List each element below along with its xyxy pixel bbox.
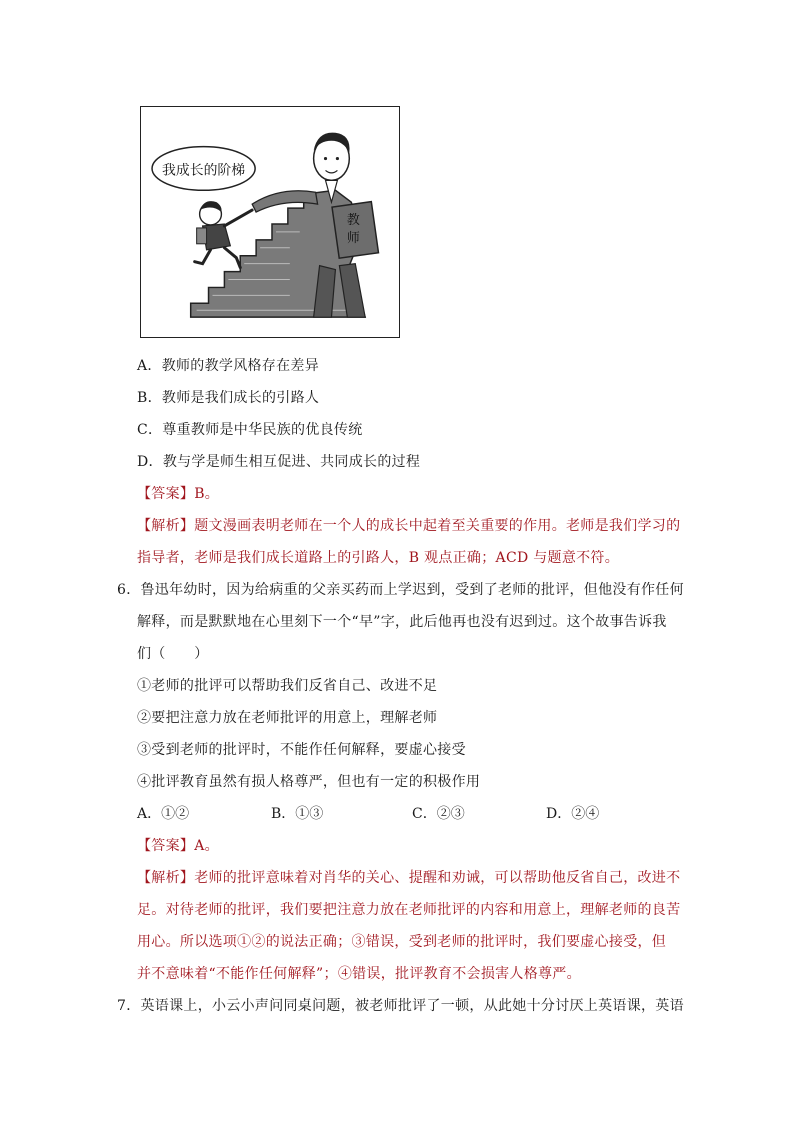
speech-bubble-text: 我成长的阶梯 [161,162,246,179]
q5-option-c: C．尊重教师是中华民族的优良传统 [137,422,363,438]
answer-tag: 【答案】 [137,838,195,854]
child-backpack [197,228,207,244]
q5-analysis-line [137,516,680,536]
q6-choice-a: A．①② [137,806,190,822]
q6-statement: ③受到老师的批评时，不能作任何解释，要虚心接受 [137,742,466,758]
child-arm [224,210,252,226]
q5-option-b: B．教师是我们成长的引路人 [137,390,320,406]
teacher-staircase-cartoon [141,107,399,337]
book-char-1: 教 [346,212,360,228]
answer-value: A。 [194,838,219,854]
analysis-tag: 【解析】 [137,870,195,886]
q5-option-a: A．教师的教学风格存在差异 [137,358,320,374]
analysis-tag: 【解析】 [137,518,195,534]
q6-stem-line: 6．鲁迅年幼时，因为给病重的父亲买药而上学迟到，受到了老师的批评，但他没有作任何 [117,582,684,598]
q6-analysis-line: 用心。所以选项①②的说法正确；③错误，受到老师的批评时，我们要虚心接受，但 [137,934,667,950]
q6-analysis-line [137,868,680,888]
q7-stem-line: 7．英语课上，小云小声问同桌问题，被老师批评了一顿，从此她十分讨厌上英语课，英语 [117,998,684,1014]
child-leg [224,248,240,268]
q6-choice-d: D．②④ [546,806,600,822]
q6-statement: ②要把注意力放在老师批评的用意上，理解老师 [137,710,438,726]
q5-analysis-line: 指导者，老师是我们成长道路上的引路人，B 观点正确；ACD 与题意不符。 [137,550,620,566]
q5-answer [137,484,219,504]
answer-value: B。 [194,486,220,502]
q5-option-d: D．教与学是师生相互促进、共同成长的过程 [137,454,421,470]
q6-choice-b: B．①③ [271,806,324,822]
q6-stem-line: 们（ ） [137,646,209,662]
q6-statement: ④批评教育虽然有损人格尊严，但也有一定的积极作用 [137,774,481,790]
answer-tag: 【答案】 [137,486,195,502]
q6-analysis-line: 足。对待老师的批评，我们要把注意力放在老师批评的内容和用意上，理解老师的良苦 [137,902,681,918]
q6-answer [137,836,219,856]
q6-analysis-line: 并不意味着“不能作任何解释”；④错误，批评教育不会损害人格尊严。 [137,966,581,982]
q6-stem-line: 解释，而是默默地在心里刻下一个“早”字，此后他再也没有迟到过。这个故事告诉我 [137,614,667,630]
child-leg [195,250,211,264]
analysis-text: 老师的批评意味着对肖华的关心、提醒和劝诫，可以帮助他反省自己，改进不 [194,870,681,886]
q6-statement: ①老师的批评可以帮助我们反省自己、改进不足 [137,678,438,694]
cartoon-illustration [140,106,400,338]
book-char-2: 师 [346,230,360,246]
q6-choice-c: C．②③ [412,806,465,822]
analysis-text: 题文漫画表明老师在一个人的成长中起着至关重要的作用。老师是我们学习的 [194,518,681,534]
